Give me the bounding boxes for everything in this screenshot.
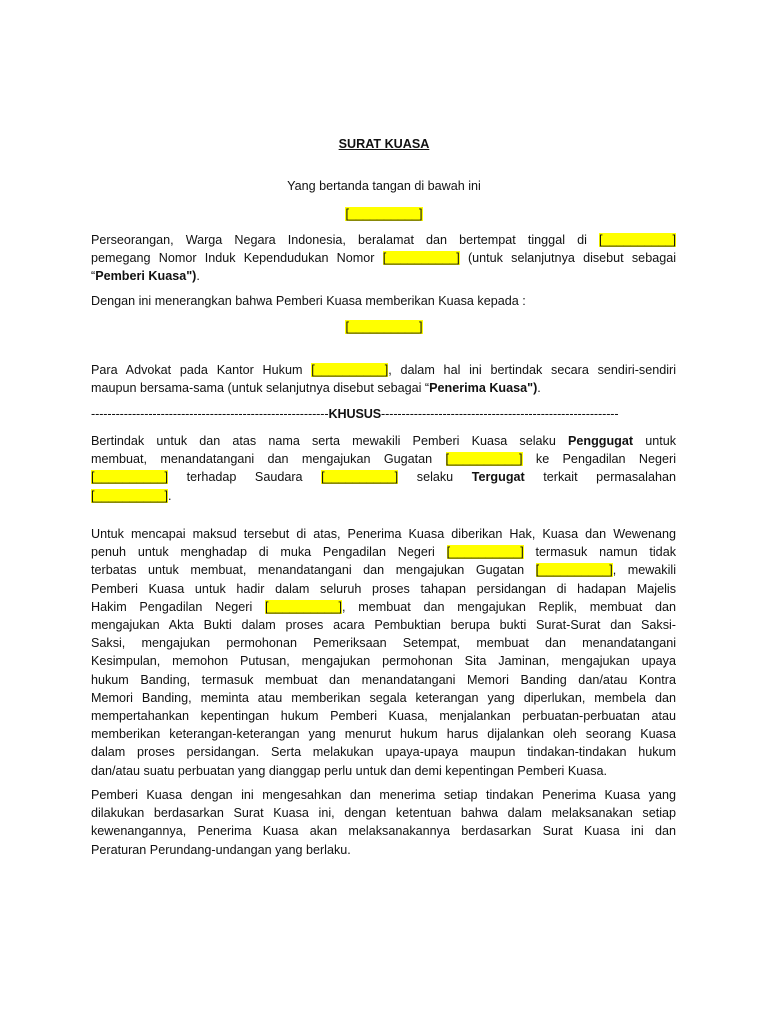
attorney-name-field[interactable] xyxy=(0,318,768,336)
address-field[interactable]: [__________] xyxy=(598,233,676,247)
grantor-identity-paragraph: Perseorangan, Warga Negara Indonesia, beralamat dan bertempat tinggal di [__________] pemegang Nomor Induk Kependudukan Nomor [__________] (untuk selanjutnya disebut sebagai “Pemberi Kuasa"). xyxy=(91,233,677,284)
matter-field[interactable]: [__________] xyxy=(91,488,169,503)
court-field[interactable]: [__________] xyxy=(91,470,169,485)
law-office-field[interactable]: [__________] xyxy=(311,363,389,377)
attorney-paragraph: Para Advokat pada Kantor Hukum [__________], dalam hal ini bertindak secara sendiri-sendiri maupun bersama-sama (untuk selanjutnya disebut sebagai “Penerima Kuasa"). xyxy=(91,363,676,396)
court-field[interactable]: [__________] xyxy=(446,545,524,560)
khusus-divider: ----------------------------------------------------------KHUSUS---------------------------------------------------------- xyxy=(91,407,619,421)
defendant-field[interactable]: [__________] xyxy=(321,470,399,485)
placeholder[interactable]: [__________] xyxy=(345,320,423,334)
khusus-label: KHUSUS xyxy=(328,407,382,421)
lawsuit-field[interactable]: [__________] xyxy=(535,563,613,578)
ratification-paragraph: Pemberi Kuasa dengan ini mengesahkan dan menerima setiap tindakan Penerima Kuasa yang dilakukan berdasarkan Surat Kuasa ini, dengan ketentuan bahwa dalam melaksanakan setiap kewenangannya, Penerima Kuasa akan melaksanakannya berdasarkan Surat Kuasa ini dan Peraturan Perundang-undangan yang berlaku. xyxy=(91,788,676,857)
scope-paragraph: Bertindak untuk dan atas nama serta mewakili Pemberi Kuasa selaku Penggugat untuk membuat, menandatangani dan mengajukan Gugatan [__________] ke Pengadilan Negeri [__________] terhadap Saudara [__________] selaku Tergugat terkait permasalahan [__________]. xyxy=(91,434,677,503)
authority-paragraph: Untuk mencapai maksud tersebut di atas, Penerima Kuasa diberikan Hak, Kuasa dan Wewenang penuh untuk menghadap di muka Pengadilan Negeri [__________] termasuk namun tidak terbatas untuk membuat, menandatangani dan mengajukan Gugatan [__________], mewakili Pemberi Kuasa untuk hadir dalam seluruh proses tahapan persidangan di hadapan Majelis Hakim Pengadilan Negeri [__________], membuat dan mengajukan Replik, membuat dan mengajukan Akta Bukti dalam proses acara Pembuktian berupa bukti Surat-Surat dan Saksi- Saksi, mengajukan permohonan Pemeriksaan Setempat, membuat dan menandatangani Kesimpulan, memohon Putusan, mengajukan permohonan Sita Jaminan, mengajukan upaya hukum Banding, termasuk membuat dan menandatangani Memori Banding dan/atau Kontra Memori Banding, meminta atau memberikan segala keterangan yang diperlukan, membela dan mempertahankan kepentingan hukum Pemberi Kuasa, menjalankan perbuatan-perbuatan atau memberikan keterangan-keterangan yang menurut hukum harus dijalankan oleh seorang Kuasa dalam proses persidangan. Serta melakukan upaya-upaya maupun tindakan-tindakan hukum dan/atau suatu perbuatan yang dianggap perlu untuk dan demi kepentingan Pemberi Kuasa. xyxy=(91,527,676,778)
lawsuit-field[interactable]: [__________] xyxy=(445,452,523,467)
document-title: SURAT KUASA xyxy=(338,137,430,151)
grant-statement: Dengan ini menerangkan bahwa Pemberi Kuasa memberikan Kuasa kepada : xyxy=(91,294,526,308)
grantor-name-field[interactable] xyxy=(0,205,768,223)
placeholder[interactable]: [__________] xyxy=(345,207,423,221)
court-field[interactable]: [__________] xyxy=(264,599,343,614)
nik-field[interactable]: [__________] xyxy=(382,251,460,266)
intro-line: Yang bertanda tangan di bawah ini xyxy=(287,179,481,193)
